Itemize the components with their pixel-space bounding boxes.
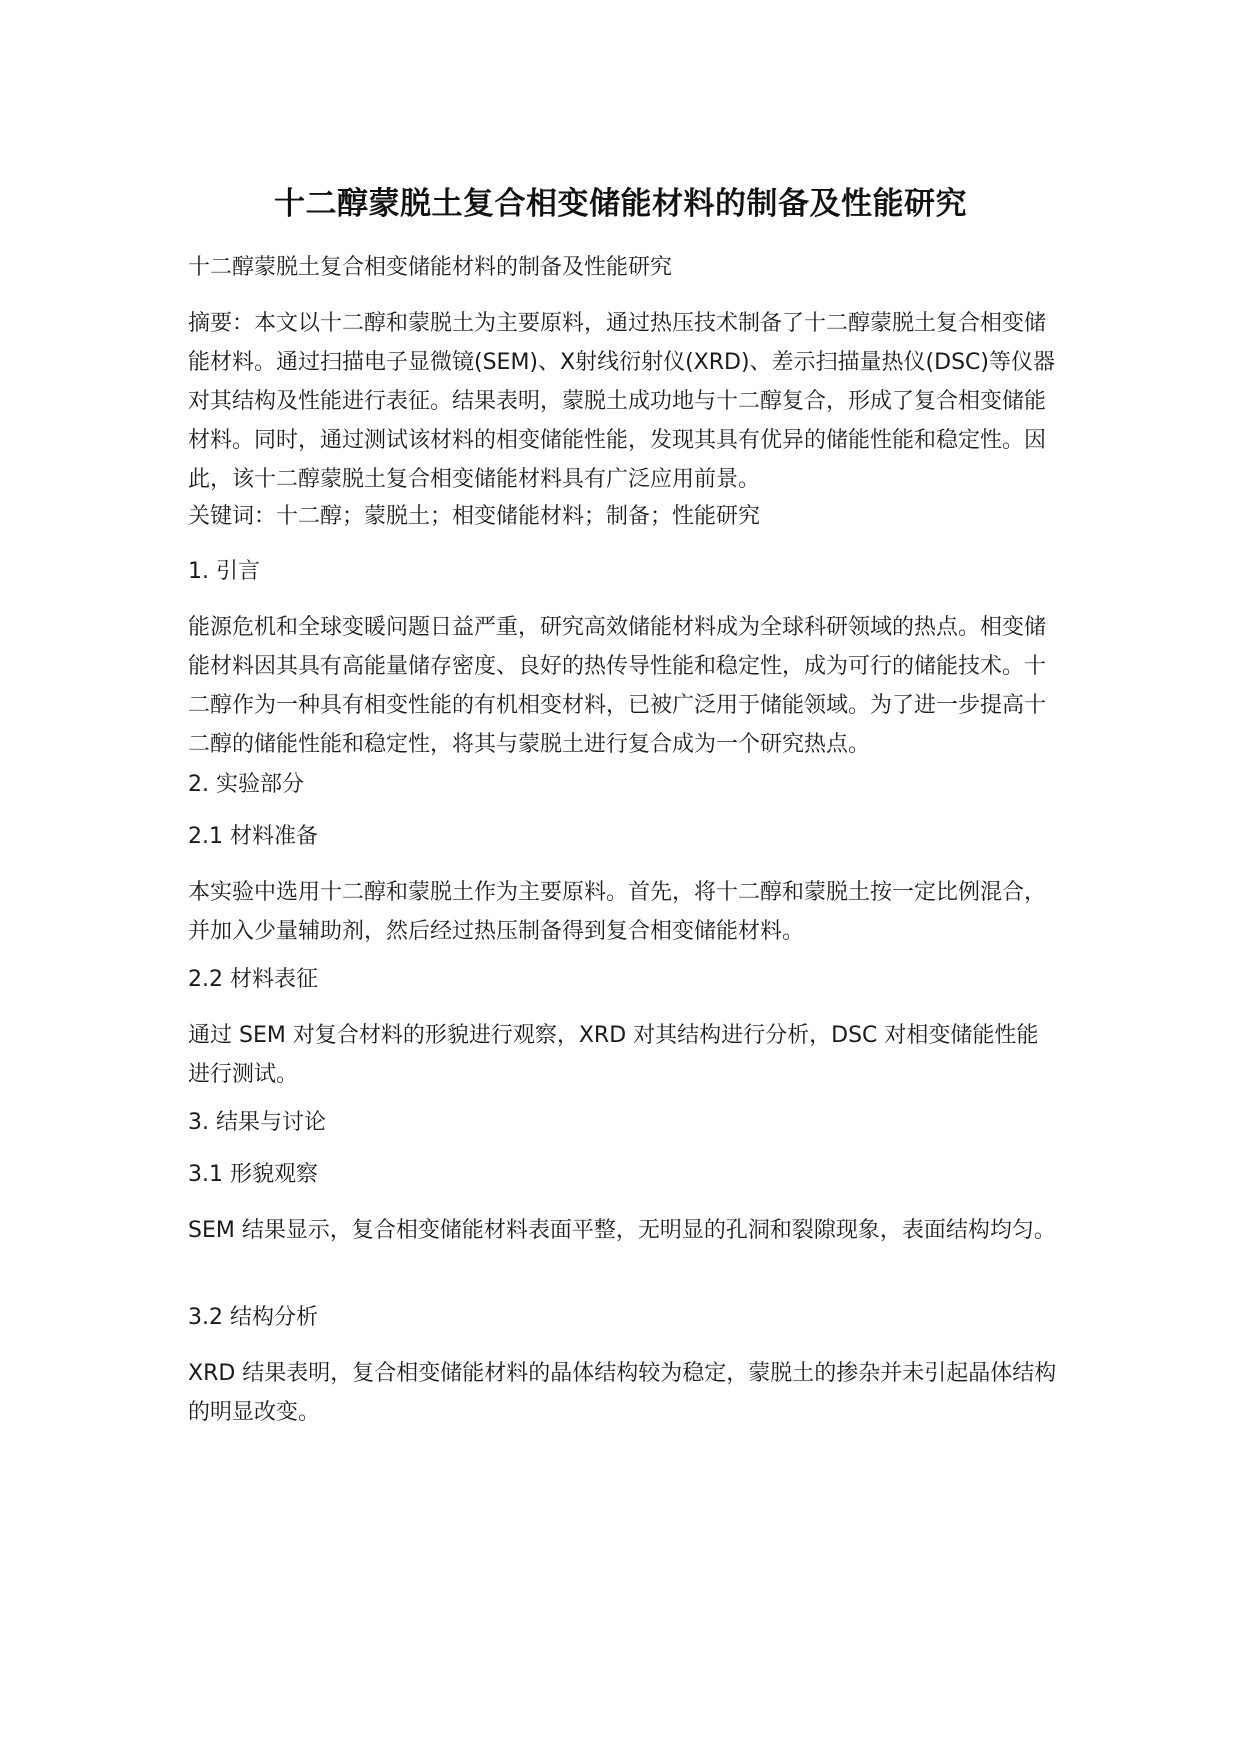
section-3-heading: 3. 结果与讨论 [188, 1110, 326, 1135]
document-subtitle: 十二醇蒙脱土复合相变储能材料的制备及性能研究 [188, 255, 673, 280]
section-1-heading: 1. 引言 [188, 559, 260, 584]
section-3-2-heading: 3.2 结构分析 [188, 1305, 318, 1330]
section-2-1-paragraph: 本实验中选用十二醇和蒙脱土作为主要原料。首先，将十二醇和蒙脱土按一定比例混合，并加入少量辅助剂，然后经过热压制备得到复合相变储能材料。 [188, 880, 1047, 944]
section-1-paragraph: 能源危机和全球变暖问题日益严重，研究高效储能材料成为全球科研领域的热点。相变储能材料因其具有高能量储存密度、良好的热传导性能和稳定性，成为可行的储能技术。十二醇作为一种具有相变性能的有机相变材料，已被广泛用于储能领域。为了进一步提高十二醇的储能性能和稳定性，将其与蒙脱土进行复合成为一个研究热点。 [188, 615, 1047, 757]
section-2-2-heading: 2.2 材料表征 [188, 967, 318, 992]
abstract-paragraph: 摘要：本文以十二醇和蒙脱土为主要原料，通过热压技术制备了十二醇蒙脱土复合相变储能材料。通过扫描电子显微镜(SEM)、X射线衍射仪(XRD)、差示扫描量热仪(DSC)等仪器对其结构及性能进行表征。结果表明，蒙脱土成功地与十二醇复合，形成了复合相变储能材料。同时，通过测试该材料的相变储能性能，发现其具有优异的储能性能和稳定性。因此，该十二醇蒙脱土复合相变储能材料具有广泛应用前景。 [188, 311, 1055, 492]
section-2-heading: 2. 实验部分 [188, 772, 304, 797]
section-2-2-paragraph: 通过 SEM 对复合材料的形貌进行观察，XRD 对其结构进行分析，DSC 对相变储能性能进行测试。 [188, 1023, 1039, 1087]
keywords-line: 关键词：十二醇；蒙脱土；相变储能材料；制备；性能研究 [188, 504, 761, 529]
section-3-1-paragraph: SEM 结果显示，复合相变储能材料表面平整，无明显的孔洞和裂隙现象，表面结构均匀。 [188, 1218, 1056, 1243]
section-2-1-heading: 2.1 材料准备 [188, 824, 318, 849]
section-3-2-paragraph: XRD 结果表明，复合相变储能材料的晶体结构较为稳定，蒙脱土的掺杂并未引起晶体结构的明显改变。 [188, 1361, 1057, 1425]
section-3-1-heading: 3.1 形貌观察 [188, 1162, 318, 1187]
document-title: 十二醇蒙脱土复合相变储能材料的制备及性能研究 [274, 186, 967, 222]
